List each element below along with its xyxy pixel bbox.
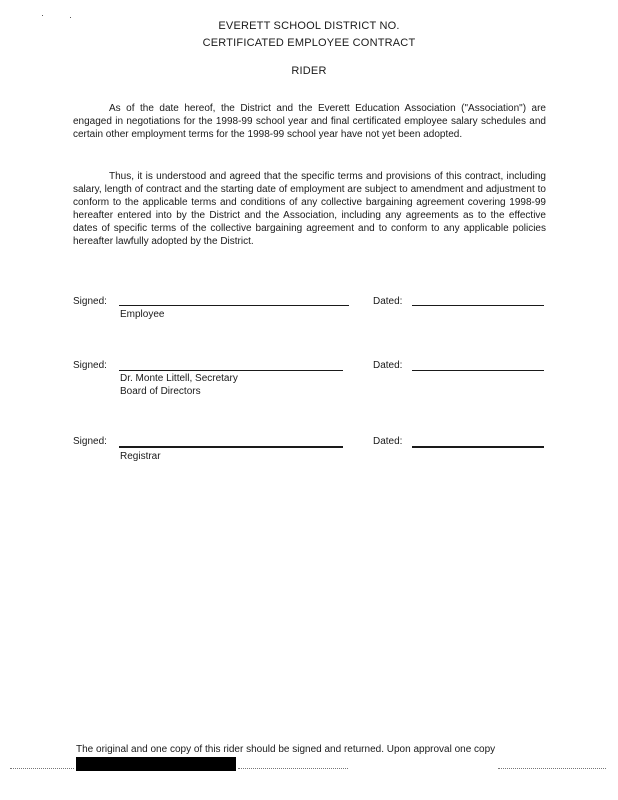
- scan-rule: [498, 768, 606, 769]
- rider-title: RIDER: [291, 65, 327, 77]
- employee-title: Employee: [120, 309, 165, 320]
- contract-title: CERTIFICATED EMPLOYEE CONTRACT: [202, 37, 416, 49]
- scan-speck: [70, 17, 71, 18]
- secretary-signature-line[interactable]: [119, 370, 343, 371]
- paragraph-amendment: Thus, it is understood and agreed that the specific terms and provisions of this contract, including salary, length of contract and the starting date of employment are subject to amendment and adjustment to conform to the applicable terms and conditions of any collective bargaining agreement covering 1998-99 hereafter entered into by the District and the Association, including any agreements as to the effective dates of specific terms of the collective bargaining agreement and to conform to any applicable policies hereafter lawfully adopted by the District.: [73, 171, 546, 247]
- registrar-title: Registrar: [120, 451, 161, 462]
- dated-label: Dated:: [373, 360, 403, 371]
- employee-date-line[interactable]: [412, 305, 544, 306]
- scan-speck: [42, 15, 43, 16]
- registrar-signature-line[interactable]: [119, 446, 343, 448]
- secretary-board: Board of Directors: [120, 386, 201, 397]
- footer-instructions: The original and one copy of this rider should be signed and returned. Upon approval one copy: [76, 744, 496, 755]
- redaction-bar: [76, 757, 236, 771]
- signed-label: Signed:: [73, 436, 107, 447]
- paragraph-negotiations: As of the date hereof, the District and the Everett Education Association ("Association") are engaged in negotiations for the 1998-99 school year and final certificated employee salary schedules and certain other employment terms for the 1998-99 school year have not yet been adopted.: [73, 103, 546, 140]
- signed-label: Signed:: [73, 360, 107, 371]
- secretary-name: Dr. Monte Littell, Secretary: [120, 373, 238, 384]
- secretary-date-line[interactable]: [412, 370, 544, 371]
- district-title: EVERETT SCHOOL DISTRICT NO.: [218, 20, 400, 32]
- signed-label: Signed:: [73, 296, 107, 307]
- scan-rule: [10, 768, 74, 769]
- employee-signature-line[interactable]: [119, 305, 349, 306]
- dated-label: Dated:: [373, 296, 403, 307]
- scan-rule: [238, 768, 348, 769]
- dated-label: Dated:: [373, 436, 403, 447]
- registrar-date-line[interactable]: [412, 446, 544, 448]
